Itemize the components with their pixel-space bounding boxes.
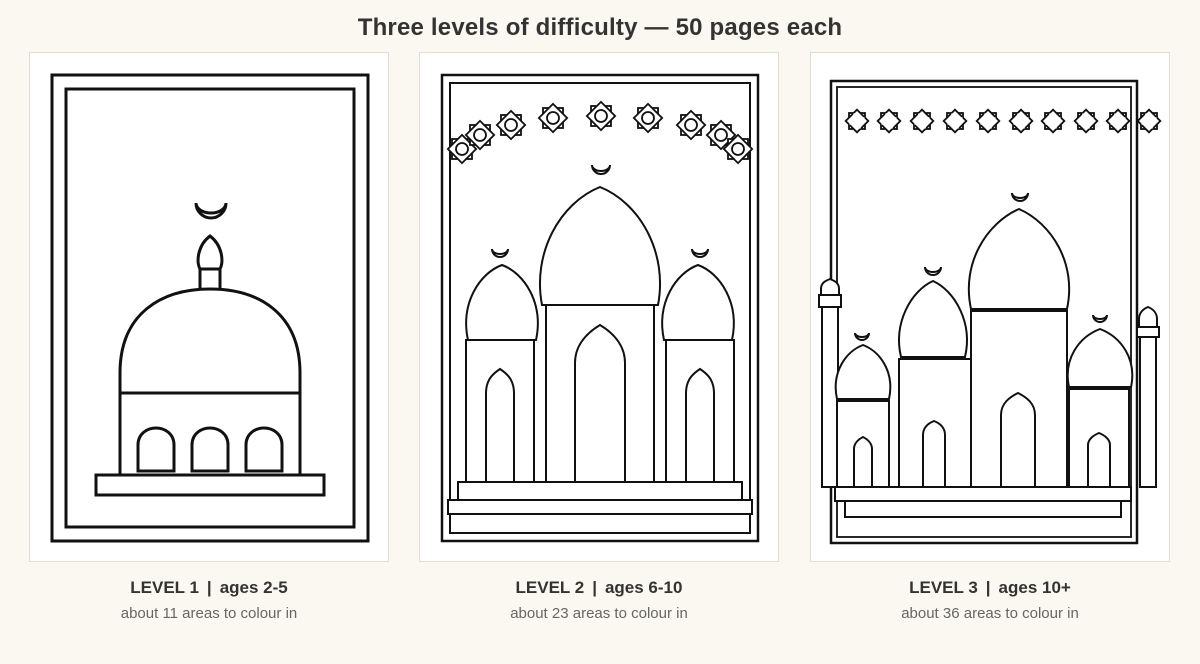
level-label: LEVEL 2: [515, 578, 585, 597]
level-1-heading: [29, 578, 389, 598]
coloring-page-preview-level-2: [419, 52, 779, 562]
areas-count: about 23 areas to colour in: [510, 605, 688, 622]
level-3-heading: [810, 578, 1170, 598]
level-1-caption: [29, 578, 389, 622]
separator: |: [985, 578, 991, 597]
level-2-heading: [419, 578, 779, 598]
mosque-three-domes-icon: [420, 53, 780, 563]
level-label: LEVEL 3: [909, 578, 978, 597]
age-range: ages 6-10: [604, 578, 683, 597]
page-title: Three levels of difficulty — 50 pages each: [357, 14, 843, 41]
mosque-minarets-icon: [811, 53, 1171, 563]
level-3-caption: [810, 578, 1170, 622]
areas-count: about 11 areas to colour in: [120, 605, 298, 622]
coloring-page-preview-level-1: [29, 52, 389, 562]
age-range: ages 2-5: [219, 578, 288, 597]
separator: |: [592, 578, 597, 597]
level-2-caption: [419, 578, 779, 622]
coloring-page-preview-level-3: [810, 52, 1170, 562]
age-range: ages 10+: [998, 578, 1071, 597]
areas-count: about 36 areas to colour in: [901, 605, 1079, 622]
separator: |: [206, 578, 212, 597]
mosque-dome-icon: [30, 53, 390, 563]
level-label: LEVEL 1: [130, 578, 199, 597]
